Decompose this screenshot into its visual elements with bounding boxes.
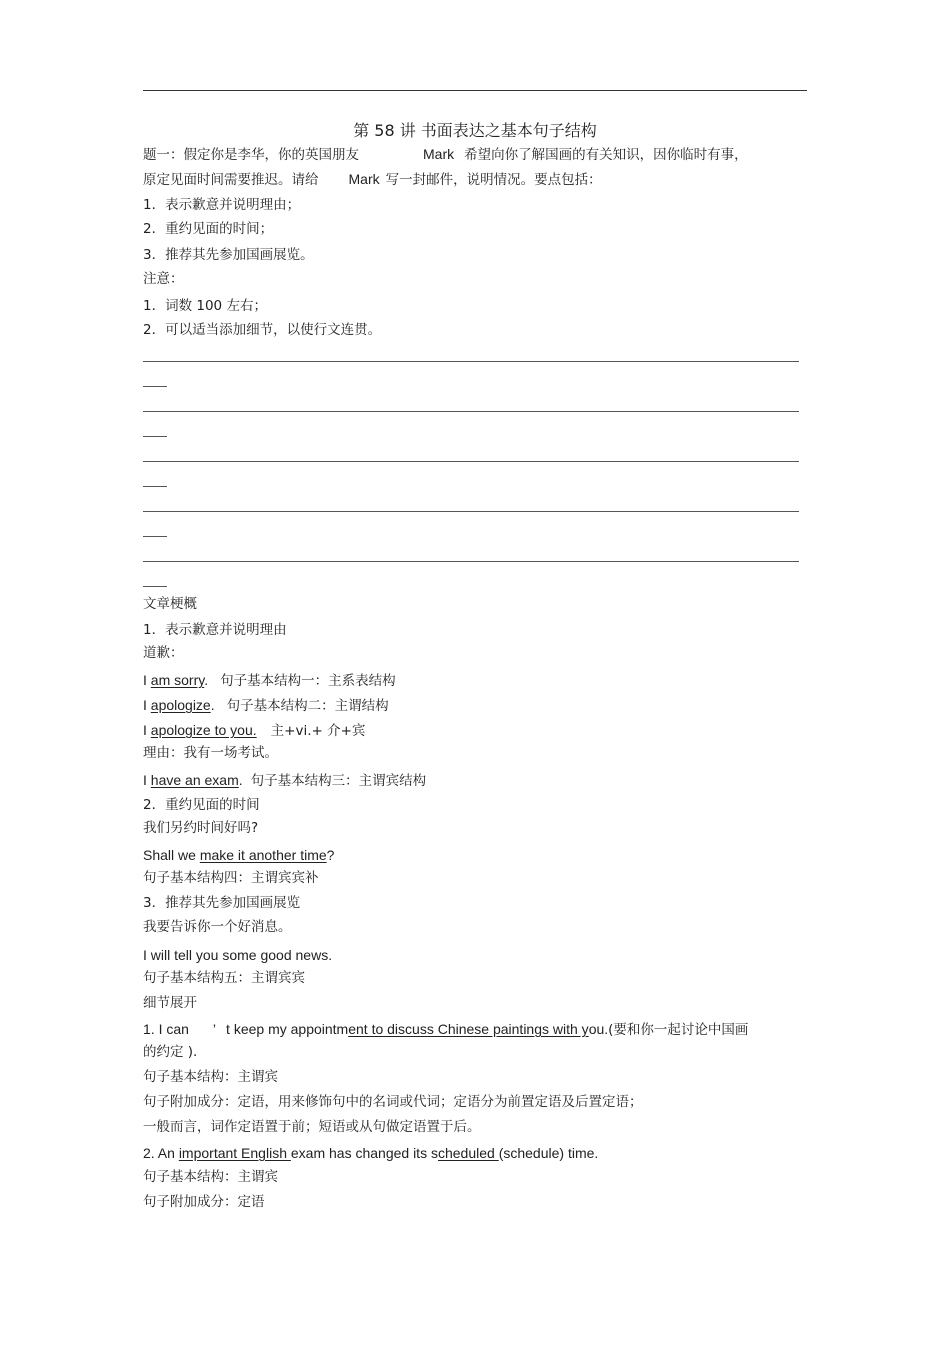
chinese-sentence: 我要告诉你一个好消息。	[143, 919, 292, 935]
reason-label: 理由：我有一场考试。	[143, 745, 278, 761]
structure-note: 句子基本结构一：主系表结构	[220, 673, 396, 689]
note-label: 注意：	[143, 271, 184, 287]
answer-line	[143, 461, 799, 462]
underlined-phrase: have an exam	[150, 772, 239, 788]
task-line-2	[143, 170, 602, 189]
task-text: 题一：假定你是李华，你的英国朋友	[143, 147, 359, 163]
structure-note: 句子基本结构四：主谓宾宾补	[143, 870, 319, 886]
task-text: 原定见面时间需要推迟。请给	[143, 172, 319, 188]
answer-line	[143, 411, 799, 412]
example-sentence: I will tell you some good news.	[143, 947, 333, 963]
example-sentence: I have an exam. 句子基本结构三：主谓宾结构	[143, 772, 427, 789]
chinese-gloss: (要和你一起讨论中国画	[608, 1022, 749, 1038]
structure-note: 句子基本结构五：主谓宾宾	[143, 970, 305, 986]
header-rule	[143, 90, 807, 91]
point-item: 2．重约见面的时间；	[143, 221, 274, 237]
section-heading: 文章梗概	[143, 596, 197, 612]
detail-sentence-2: 2. An important English exam has changed its scheduled (schedule) time.	[143, 1145, 599, 1161]
answer-line-end	[143, 586, 167, 587]
answer-line-end	[143, 386, 167, 387]
structure-note: 句子基本结构：主谓宾	[143, 1069, 278, 1085]
detail-sentence-1: 1. I can ’ t keep my appointment to discuss Chinese paintings with you.(要和你一起讨论中国画	[143, 1021, 749, 1038]
underlined-phrase: ent to discuss Chinese paintings with y	[348, 1021, 589, 1037]
point-item: 3．推荐其先参加国画展览。	[143, 247, 314, 263]
underlined-phrase: apologize	[150, 697, 211, 713]
structure-note: 句子附加成分：定语，用来修饰句中的名词或代词；定语分为前置定语及后置定语；	[143, 1094, 643, 1110]
detail-continuation: 的约定 ).	[143, 1044, 198, 1060]
structure-note: 主+vi.+ 介+宾	[270, 723, 366, 739]
answer-line	[143, 561, 799, 562]
chinese-sentence: 我们另约时间好吗?	[143, 820, 259, 836]
section-heading: 细节展开	[143, 995, 197, 1011]
underlined-phrase: am sorry	[150, 672, 205, 688]
example-sentence: I apologize. 句子基本结构二：主谓结构	[143, 697, 389, 714]
example-sentence: I am sorry. 句子基本结构一：主系表结构	[143, 672, 396, 689]
example-sentence: Shall we make it another time?	[143, 847, 335, 863]
apology-label: 道歉：	[143, 645, 184, 661]
task-text: 写一封邮件，说明情况。要点包括：	[385, 172, 602, 188]
section-title: 3．推荐其先参加国画展览	[143, 895, 301, 911]
task-text: 希望向你了解国画的有关知识，因你临时有事，	[464, 147, 748, 163]
section-title: 2．重约见面的时间	[143, 797, 260, 813]
answer-line	[143, 361, 799, 362]
note-item: 2．可以适当添加细节，以使行文连贯。	[143, 322, 382, 338]
answer-line-end	[143, 436, 167, 437]
underlined-phrase: cheduled	[437, 1145, 499, 1161]
name-mark: Mark	[423, 146, 455, 162]
task-line-1	[143, 145, 748, 164]
example-sentence: I apologize to you. 主+vi.+ 介+宾	[143, 722, 366, 739]
structure-note: 句子基本结构：主谓宾	[143, 1169, 278, 1185]
underlined-phrase: important English	[178, 1145, 291, 1161]
note-item: 1．词数 100 左右；	[143, 298, 267, 314]
section-title: 1．表示歉意并说明理由	[143, 622, 287, 638]
name-mark: Mark	[348, 171, 380, 187]
answer-line	[143, 511, 799, 512]
point-item: 1．表示歉意并说明理由；	[143, 197, 301, 213]
underlined-phrase: apologize to you.	[150, 722, 257, 738]
answer-line-end	[143, 536, 167, 537]
structure-note: 句子基本结构三：主谓宾结构	[250, 773, 427, 789]
structure-note: 句子基本结构二：主谓结构	[226, 698, 389, 714]
underlined-phrase: make it another time	[199, 847, 327, 863]
page-title: 第 58 讲 书面表达之基本句子结构	[353, 121, 597, 140]
structure-note: 一般而言，词作定语置于前；短语或从句做定语置于后。	[143, 1119, 481, 1135]
structure-note: 句子附加成分：定语	[143, 1194, 265, 1210]
answer-line-end	[143, 486, 167, 487]
